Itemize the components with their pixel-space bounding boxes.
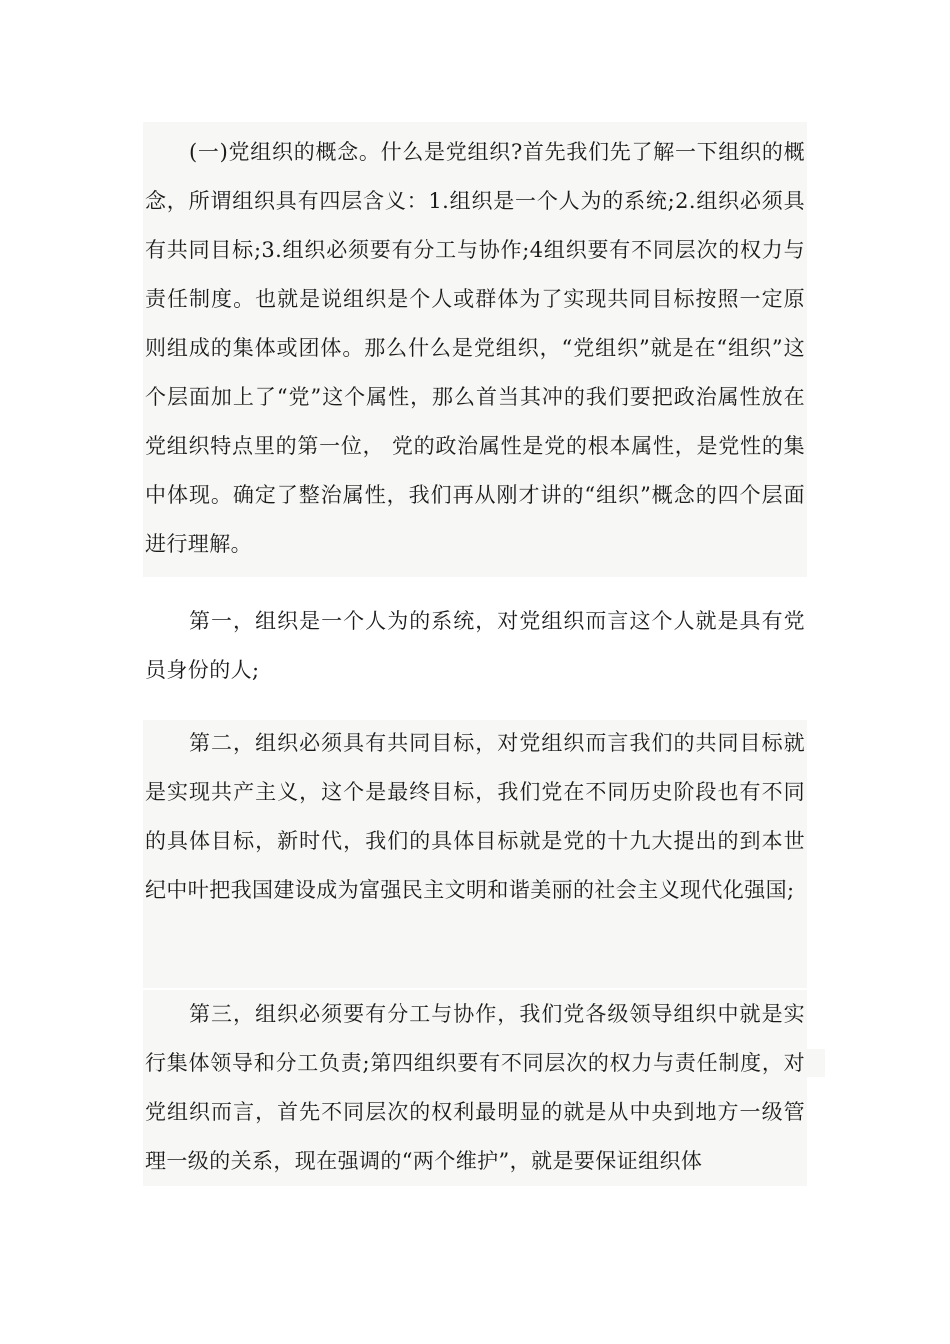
- text-highlight-block: [807, 1049, 825, 1077]
- paragraph-third-point: 第三，组织必须要有分工与协作，我们党各级领导组织中就是实行集体领导和分工负责;第四组织要有不同层次的权力与责任制度，对党组织而言，首先不同层次的权利最明显的就是从中央到地方一级管理一级的关系，现在强调的“两个维护”，就是要保证组织体: [145, 1002, 805, 1173]
- paragraph-second-point: 第二，组织必须具有共同目标，对党组织而言我们的共同目标就是实现共产主义，这个是最终目标，我们党在不同历史阶段也有不同的具体目标，新时代，我们的具体目标就是党的十九大提出的到本世纪中叶把我国建设成为富强民主文明和谐美丽的社会主义现代化强国;: [145, 731, 805, 902]
- paragraph-first-point: 第一，组织是一个人为的系统，对党组织而言这个人就是具有党员身份的人;: [145, 609, 805, 682]
- paragraph-party-organization-concept: (一)党组织的概念。什么是党组织?首先我们先了解一下组织的概念，所谓组织具有四层含义：1.组织是一个人为的系统;2.组织必须具有共同目标;3.组织必须要有分工与协作;4组织要有不同层次的权力与责任制度。也就是说组织是个人或群体为了实现共同目标按照一定原则组成的集体或团体。那么什么是党组织，“党组织”就是在“组织”这个层面加上了“党”这个属性，那么首当其冲的我们要把政治属性放在党组织特点里的第一位， 党的政治属性是党的根本属性，是党性的集中体现。确定了整治属性，我们再从刚才讲的“组织”概念的四个层面进行理解。: [145, 140, 805, 556]
